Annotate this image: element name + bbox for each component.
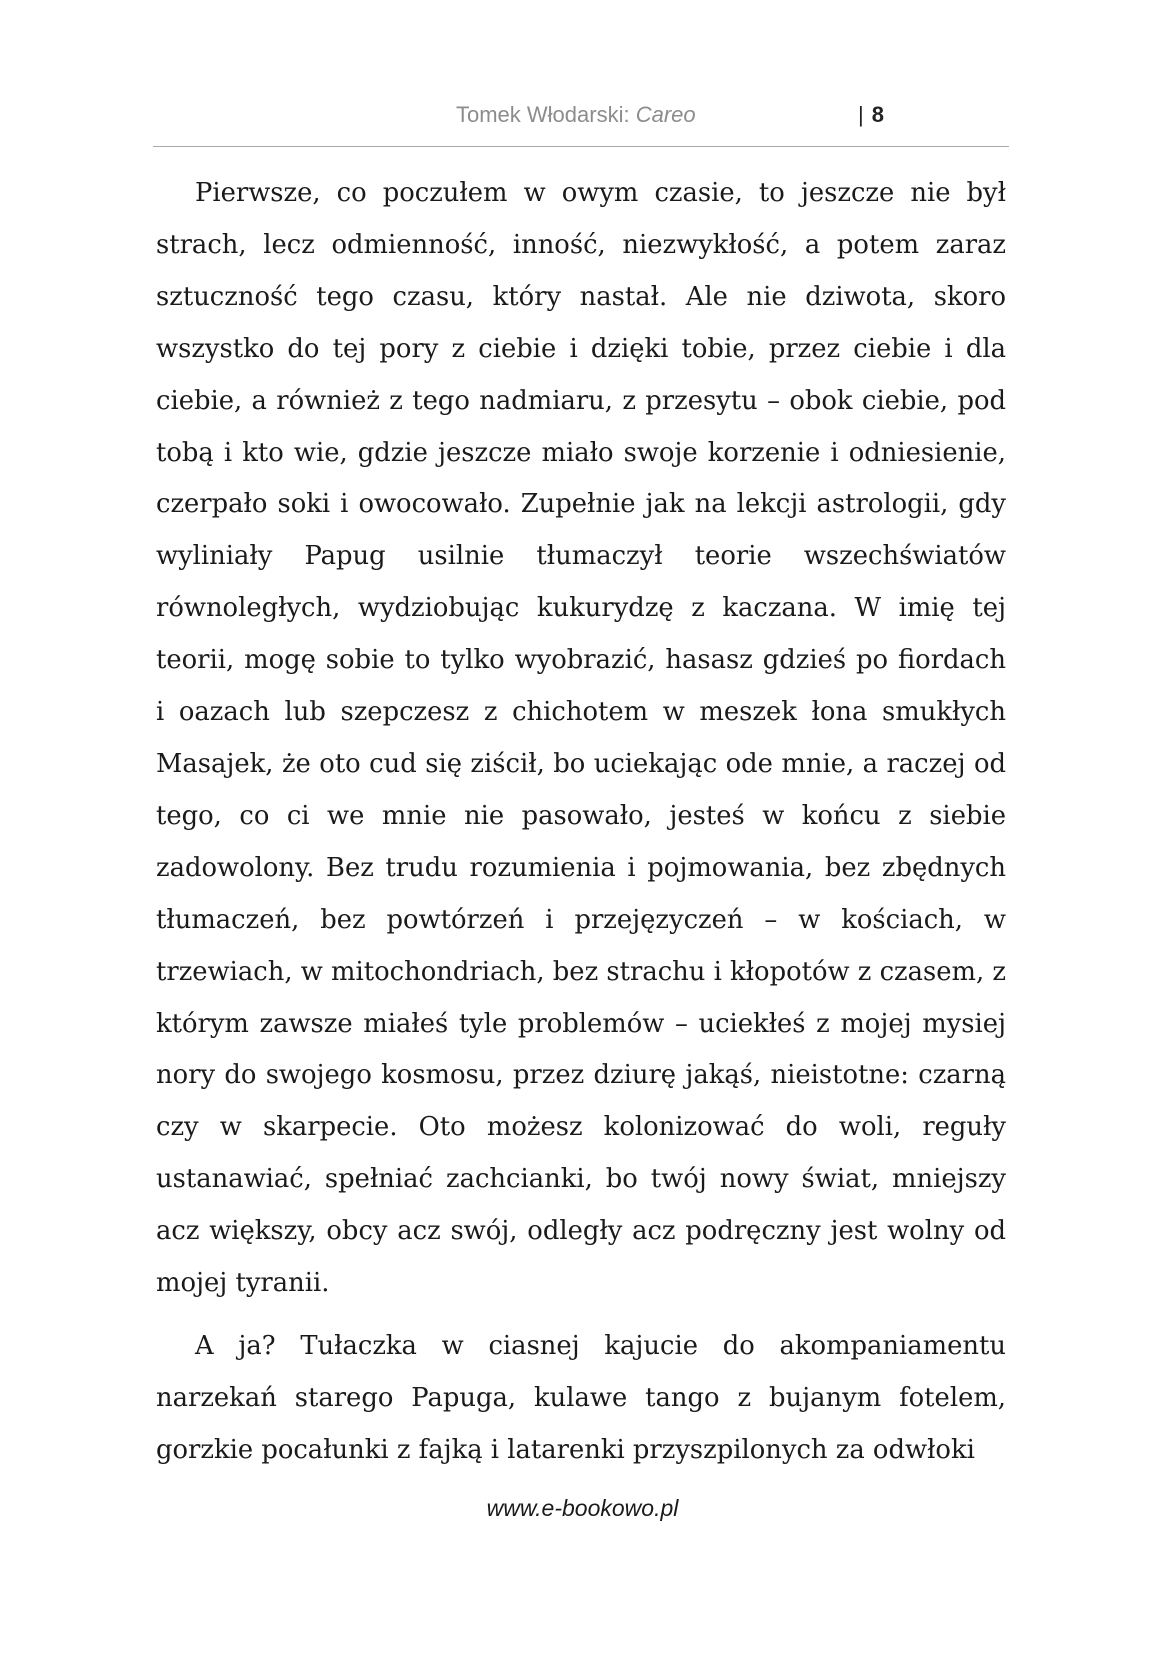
body-text <box>156 168 1006 1488</box>
page-number-separator: | <box>858 102 864 127</box>
page-number <box>858 102 884 128</box>
page-number-value: 8 <box>871 102 884 127</box>
header-author-title <box>456 102 696 128</box>
paragraph-1: Pierwsze, co poczułem w owym czasie, to jeszcze nie był strach, lecz odmienność, inność, niezwykłość, a potem zaraz sztuczność tego czasu, który nastał. Ale nie dziwota, skoro wszystko do tej pory z ciebie i dzięki tobie, przez ciebie i dla ciebie, a również z tego nadmiaru, z przesytu – obok ciebie, pod tobą i kto wie, gdzie jeszcze miało swoje korzenie i odniesienie, czerpało soki i owocowało. Zupełnie jak na lekcji astrologii, gdy wyliniały Papug usilnie tłumaczył teorie wszechświatów równoległych, wydziobując kukurydzę z kaczana. W imię tej teorii, mogę sobie to tylko wyobrazić, hasasz gdzieś po fiordach i oazach lub szepczesz z chichotem w meszek łona smukłych Masajek, że oto cud się ziścił, bo uciekając ode mnie, a raczej od tego, co ci we mnie nie pasowało, jesteś w końcu z siebie zadowolony. Bez trudu rozumienia i pojmowania, bez zbędnych tłumaczeń, bez powtórzeń i przejęzyczeń – w kościach, w trzewiach, w mitochondriach, bez strachu i kłopotów z czasem, z którym zawsze miałeś tyle problemów – uciekłeś z mojej mysiej nory do swojego kosmosu, przez dziurę jakąś, nieistotne: czarną czy w skarpecie. Oto możesz kolonizować do woli, reguły ustanawiać, spełniać zachcianki, bo twój nowy świat, mniejszy acz większy, obcy acz swój, odległy acz podręczny jest wolny od mojej tyranii. <box>156 178 1006 1299</box>
header-divider <box>153 146 1009 147</box>
footer-url: www.e-bookowo.pl <box>486 1495 679 1521</box>
running-header <box>153 96 1009 136</box>
header-book-title: Careo <box>635 102 696 127</box>
paragraph-2: A ja? Tułaczka w ciasnej kajucie do akompaniamentu narzekań starego Papuga, kulawe tango z bujanym fotelem, gorzkie pocałunki z fajką i latarenki przyszpilonych za odwłoki <box>156 1330 1006 1465</box>
header-author: Tomek Włodarski: <box>456 102 630 127</box>
